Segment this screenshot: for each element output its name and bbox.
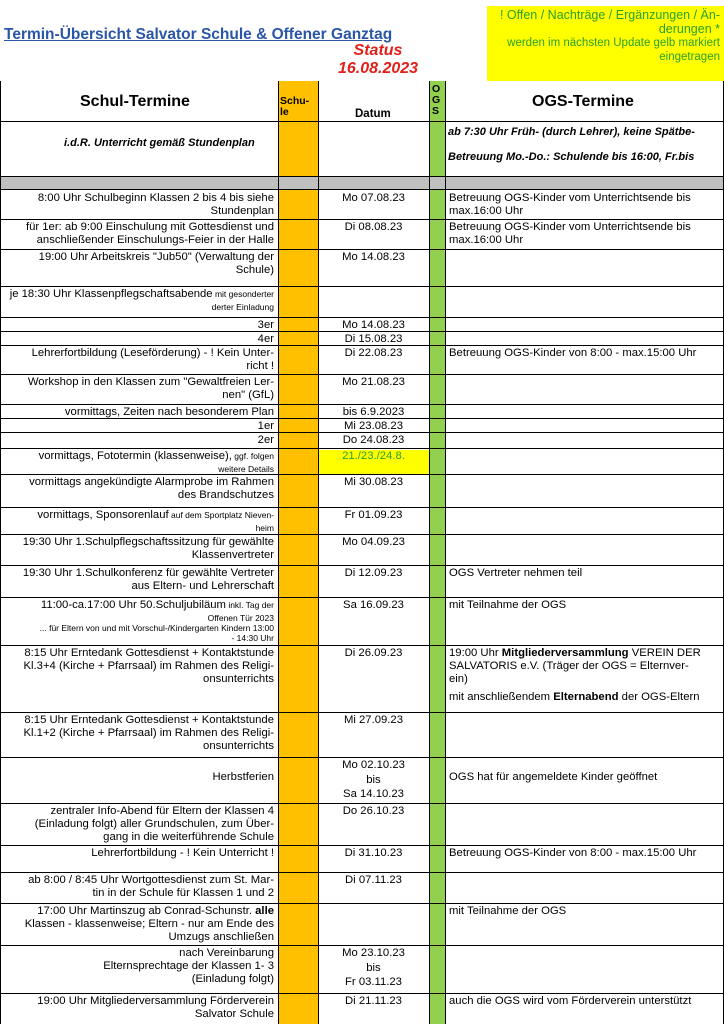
update-notice <box>487 6 724 81</box>
event-date: bis 6.9.2023 <box>342 406 405 418</box>
school-event-text: je 18:30 Uhr Klassenpflegschaftsabende mit gesonderter <box>9 288 274 300</box>
school-event-text: ... für Eltern von und mit Vorschul-/Kindergarten Kindern 13:00 <box>39 623 274 633</box>
ogs-event-text: ein) <box>449 673 468 685</box>
notice-line-3: werden im nächsten Update gelb markiert <box>507 37 720 49</box>
col-header-ogs-vertical: O G S <box>432 83 441 117</box>
row-divider <box>0 286 724 287</box>
school-event-text: vormittags, Sponsorenlauf auf dem Sportplatz Nieven- <box>37 509 274 521</box>
grid-line <box>445 81 446 1024</box>
school-event-text: 19:30 Uhr 1.Schulpflegschaftssitzung für gewählte <box>22 536 274 548</box>
row-divider <box>0 448 724 449</box>
school-event-text: Schule) <box>235 264 274 276</box>
grid-line <box>318 81 319 1024</box>
school-event-text: 4er <box>257 333 274 345</box>
page-title[interactable]: Termin-Übersicht Salvator Schule & Offener Ganztag <box>4 26 393 43</box>
event-date-start: Mo 23.10.23 <box>342 947 405 959</box>
school-event-text: nach Vereinbarung <box>179 947 274 959</box>
ogs-event-text: mit anschließendem Elternabend der OGS-Eltern <box>449 691 700 703</box>
school-event-text: Salvator Schule <box>194 1008 274 1020</box>
row-divider <box>0 945 724 946</box>
school-event-text: 8:15 Uhr Erntedank Gottesdienst + Kontaktstunde <box>24 714 274 726</box>
event-date-end: Sa 14.10.23 <box>343 788 404 800</box>
school-event-text: Workshop in den Klassen zum "Gewaltfreien Ler- <box>27 376 274 388</box>
ogs-event-text: SALVATORIS e.V. (Träger der OGS = Elternver- <box>449 660 689 672</box>
event-date: Di 12.09.23 <box>344 567 403 579</box>
school-event-text: Lehrerfortbildung (Leseförderung) - ! Kein Unter- <box>31 347 274 359</box>
event-date-range: bis <box>366 774 381 786</box>
intro-ogs-2: Betreuung Mo.-Do.: Schulende bis 16:00, Fr.bis <box>448 151 695 163</box>
ogs-event-text: OGS hat für angemeldete Kinder geöffnet <box>449 771 658 783</box>
school-event-text: Umzugs anschließen <box>168 931 274 943</box>
event-date-end: Fr 03.11.23 <box>345 976 402 988</box>
school-event-text: 8:00 Uhr Schulbeginn Klassen 2 bis 4 bis siehe <box>37 192 274 204</box>
school-event-text: Herbstferien <box>212 771 274 783</box>
school-event-text: Elternsprechtage der Klassen 1- 3 <box>103 960 274 972</box>
event-date: Mi 27.09.23 <box>343 714 404 726</box>
school-event-text: derter Einladung <box>211 302 274 312</box>
school-event-text: onsunterrichts <box>203 740 274 752</box>
separator-band <box>1 176 724 189</box>
school-event-text: richt ! <box>246 360 274 372</box>
event-date: Mi 23.08.23 <box>343 420 404 432</box>
ogs-column-strip <box>429 81 445 1024</box>
event-date: Mo 21.08.23 <box>342 376 405 388</box>
school-event-text: Kl.3+4 (Kirche + Pfarrsaal) im Rahmen des Religi- <box>23 660 274 672</box>
school-event-text: weitere Details <box>218 464 274 474</box>
school-event-text: 8:15 Uhr Erntedank Gottesdienst + Kontaktstunde <box>24 647 274 659</box>
row-divider <box>0 845 724 846</box>
notice-line-1: ! Offen / Nachträge / Ergänzungen / Än- <box>499 8 720 22</box>
school-event-text: Klassenvertreter <box>191 549 274 561</box>
ogs-event-text: OGS Vertreter nehmen teil <box>449 567 583 579</box>
school-event-text: 1er <box>257 420 274 432</box>
grid-line <box>0 121 724 122</box>
event-date: 21./23./24.8. <box>342 450 405 462</box>
school-event-note: inkl. Tag der <box>225 600 274 610</box>
notice-line-2: derungen * <box>658 22 720 36</box>
row-divider <box>0 712 724 713</box>
col-header-ogs: OGS-Termine <box>532 93 634 110</box>
ogs-event-text: Betreuung OGS-Kinder von 8:00 - max.15:00 Uhr <box>449 347 697 359</box>
school-event-text: tin in der Schule für Klassen 1 und 2 <box>92 887 274 899</box>
school-event-text: - 14:30 Uhr <box>231 633 274 643</box>
school-event-text: des Brandschutzes <box>177 489 274 501</box>
ogs-event-text: max.16:00 Uhr <box>449 205 524 217</box>
ogs-event-text: mit Teilnahme der OGS <box>449 599 567 611</box>
event-date-range: bis <box>366 962 381 974</box>
grid-line <box>0 189 724 190</box>
intro-ogs-1: ab 7:30 Uhr Früh- (durch Lehrer), keine Spätbe- <box>448 126 695 138</box>
status-label: Status <box>353 42 403 59</box>
school-event-text: anschließender Einschulungs-Feier in der Halle <box>36 234 274 246</box>
ogs-event-text: auch die OGS wird vom Förderverein unterstützt <box>449 995 692 1007</box>
school-event-text: onsunterrichts <box>203 673 274 685</box>
event-date: Di 22.08.23 <box>344 347 403 359</box>
row-divider <box>0 803 724 804</box>
event-date: Mi 30.08.23 <box>343 476 404 488</box>
row-divider <box>0 645 724 646</box>
row-divider <box>0 219 724 220</box>
event-date: Mo 04.09.23 <box>342 536 405 548</box>
school-event-text: nen" (GfL) <box>222 389 274 401</box>
school-event-note: mit gesonderter <box>212 289 274 299</box>
school-event-text: 19:00 Uhr Mitgliederversammlung Förderverein <box>37 995 274 1007</box>
event-date: Sa 16.09.23 <box>343 599 404 611</box>
school-event-text: 19:30 Uhr 1.Schulkonferenz für gewählte Vertreter <box>22 567 274 579</box>
row-divider <box>0 903 724 904</box>
school-event-text: 2er <box>257 434 274 446</box>
grid-line <box>0 81 1 1024</box>
school-event-text: Klassen - klassenweise; Eltern - nur am Ende des <box>24 918 274 930</box>
school-event-text: (Einladung folgt) <box>191 973 274 985</box>
row-divider <box>0 374 724 375</box>
row-divider <box>0 597 724 598</box>
school-event-text: Lehrerfortbildung - ! Kein Unterricht ! <box>91 847 274 859</box>
school-event-text: Kl.1+2 (Kirche + Pfarrsaal) im Rahmen des Religi- <box>23 727 274 739</box>
status-date: 16.08.2023 <box>337 60 419 77</box>
row-divider <box>0 757 724 758</box>
event-date: Di 15.08.23 <box>344 333 403 345</box>
row-divider <box>0 872 724 873</box>
school-event-note: ggf. folgen <box>231 451 274 461</box>
ogs-event-text: Betreuung OGS-Kinder vom Unterrichtsende bis <box>449 221 691 233</box>
school-event-text: 3er <box>257 319 274 331</box>
ogs-event-text: 19:00 Uhr Mitgliederversammlung VEREIN DER <box>449 647 701 659</box>
school-event-text: Stundenplan <box>210 205 274 217</box>
school-event-text: 11:00-ca.17:00 Uhr 50.Schuljubiläum inkl. Tag der <box>40 599 274 611</box>
col-header-schule: Schu- le <box>280 95 310 118</box>
ogs-event-text: Betreuung OGS-Kinder vom Unterrichtsende bis <box>449 192 691 204</box>
ogs-event-text: max.16:00 Uhr <box>449 234 524 246</box>
grid-line <box>0 176 724 177</box>
school-event-text: 19:00 Uhr Arbeitskreis "Jub50" (Verwaltung der <box>38 251 274 263</box>
intro-school: i.d.R. Unterricht gemäß Stundenplan <box>64 137 255 149</box>
school-event-text: zentraler Info-Abend für Eltern der Klassen 4 <box>50 805 274 817</box>
event-date: Di 21.11.23 <box>345 995 402 1007</box>
school-event-text: (Einladung folgt) aller Grundschulen, zum Über- <box>34 818 274 830</box>
school-event-emphasis: alle <box>252 905 274 917</box>
school-event-text: 17:00 Uhr Martinszug ab Conrad-Schunstr. alle <box>37 905 274 917</box>
event-date-start: Mo 02.10.23 <box>342 759 405 771</box>
row-divider <box>0 249 724 250</box>
event-date: Di 31.10.23 <box>344 847 403 859</box>
event-date: Do 24.08.23 <box>342 434 405 446</box>
col-header-date: Datum <box>355 108 391 120</box>
event-date: Fr 01.09.23 <box>344 509 403 521</box>
school-event-text: Offenen Tür 2023 <box>207 613 274 623</box>
grid-line <box>278 81 279 1024</box>
event-date: Mo 14.08.23 <box>342 251 405 263</box>
school-event-text: ab 8:00 / 8:45 Uhr Wortgottesdienst zum St. Mar- <box>28 874 274 886</box>
school-event-text: aus Eltern- und Lehrerschaft <box>131 580 274 592</box>
event-date: Di 08.08.23 <box>344 221 403 233</box>
row-divider <box>0 507 724 508</box>
row-divider <box>0 404 724 405</box>
ogs-event-text: Betreuung OGS-Kinder von 8:00 - max.15:00 Uhr <box>449 847 697 859</box>
event-date: Di 07.11.23 <box>345 874 402 886</box>
school-event-text: gang in die weiterführende Schule <box>103 831 274 843</box>
status-box <box>318 42 438 78</box>
school-event-text: vormittags, Zeiten nach besonderem Plan <box>64 406 274 418</box>
event-date: Mo 14.08.23 <box>342 319 405 331</box>
grid-line <box>429 81 430 1024</box>
schule-column-strip <box>278 81 318 1024</box>
school-event-text: vormittags angekündigte Alarmprobe im Rahmen <box>29 476 274 488</box>
col-header-school: Schul-Termine <box>80 93 190 110</box>
row-divider <box>0 565 724 566</box>
school-event-text: für 1er: ab 9:00 Einschulung mit Gottesdienst und <box>25 221 274 233</box>
row-divider <box>0 317 724 318</box>
school-event-text: vormittags, Fototermin (klassenweise), ggf. folgen <box>38 450 274 462</box>
event-date: Di 26.09.23 <box>344 647 403 659</box>
event-date: Do 26.10.23 <box>342 805 405 817</box>
school-event-text: heim <box>255 523 274 533</box>
event-date: Mo 07.08.23 <box>342 192 405 204</box>
notice-line-4: eingetragen <box>659 51 720 63</box>
row-divider <box>0 993 724 994</box>
school-event-note: auf dem Sportplatz Nieven- <box>168 510 274 520</box>
ogs-event-text: mit Teilnahme der OGS <box>449 905 567 917</box>
